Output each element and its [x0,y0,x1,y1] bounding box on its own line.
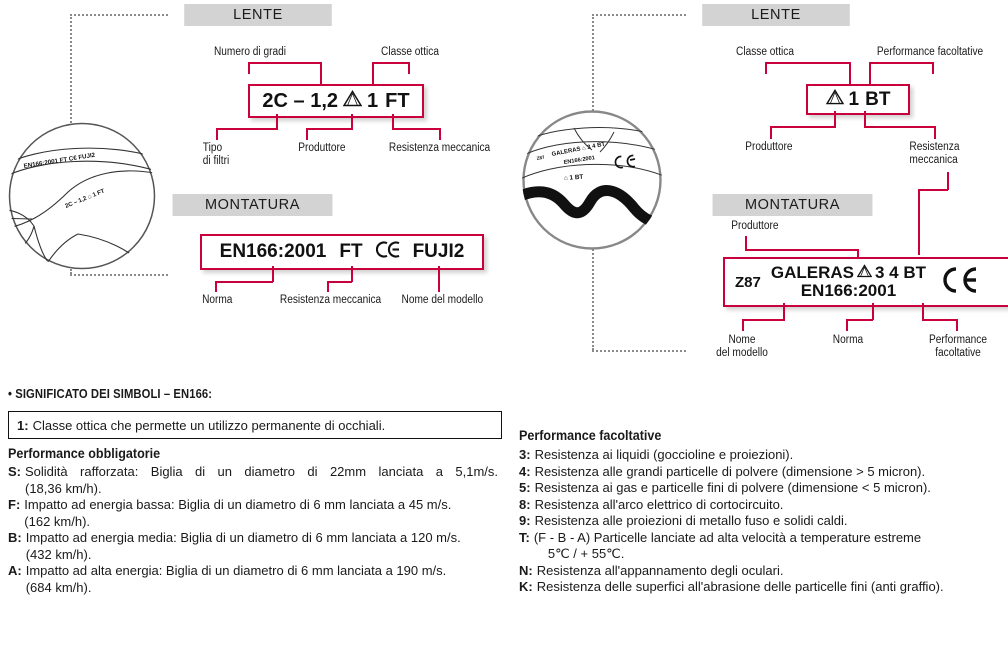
callout-label-2: di filtri [202,155,230,167]
item-text: Resistenza delle superfici all'abrasione delle particelle fini (anti graffio). [536,579,944,594]
right-lens-callout-classe-ottica [708,46,822,59]
connector-line [320,62,322,84]
list-item [519,530,1005,563]
left-lens-callout-numero-gradi [188,46,311,59]
manufacturer-triangle-icon [826,89,844,111]
callout-label: Tipo [202,142,223,154]
item-text: Resistenza ai gas e particelle fini di polvere (dimensione < 5 micron). [534,480,931,495]
connector-line [872,303,874,320]
left-frame-mech: FT [339,241,363,262]
list-item [519,497,1005,514]
callout-label: Nome [728,334,756,346]
item-key: A: [8,563,22,578]
callout-label: Norma [832,334,864,346]
connector-line [742,319,744,331]
callout-label: Classe ottica [736,46,794,58]
callout-label-2: facoltative [935,347,981,359]
legend-section-title: • SIGNIFICATO DEI SIMBOLI – EN166: [8,387,213,401]
list-item [8,563,498,596]
connector-line [372,62,374,84]
left-frame-marking-box [200,234,484,270]
item-key: B: [8,530,22,545]
connector-line [864,126,936,128]
left-lens-mech-resistance: FT [385,89,410,112]
manufacturer-triangle-icon [343,90,362,113]
connector-line [392,128,440,130]
item-text: (F - B - A) Particelle lanciate ad alta velocità a temperature estreme [533,529,922,545]
callout-label-2: del modello [716,347,768,359]
connector-line [770,126,772,139]
right-lens-marking-box [806,84,910,115]
right-frame-callout-norma [822,334,875,347]
connector-line [846,319,848,331]
item-text: Resistenza all'appannamento degli oculari. [536,562,784,578]
mandatory-performance-list [8,464,498,596]
right-lens-header [702,4,850,26]
dotted-guide-right-bottom [592,350,686,352]
optional-performance-title: Performance facoltative [519,428,662,443]
left-frame-header-label: MONTATURA [204,196,300,213]
connector-line [439,128,441,140]
list-item [8,530,498,563]
item-text: Impatto ad energia bassa: Biglia di un diametro di 6 mm lanciata a 45 m/s. [24,497,452,512]
connector-line [849,62,851,84]
item-text: Resistenza ai liquidi (goccioline e proiezioni). [534,447,794,462]
connector-line [947,172,949,190]
connector-line [438,266,440,292]
callout-label: Classe ottica [381,46,439,58]
svg-text:2C – 1,2 ⌂ 1 FT: 2C – 1,2 ⌂ 1 FT [64,188,106,210]
left-lens-callout-produttore [298,142,345,155]
list-item [519,563,1005,580]
callout-label: Resistenza meccanica [388,142,491,154]
optional-performance-list [519,447,1005,596]
item-text: Resistenza alle grandi particelle di polvere (dimensione > 5 micron). [534,463,926,479]
manufacturer-triangle-icon [857,264,872,282]
left-lens-marking-box [248,84,424,118]
right-goggle-illustration [522,110,662,250]
left-frame-norm: EN166:2001 [219,241,327,262]
connector-line [215,281,217,292]
callout-label: Produttore [298,142,346,154]
svg-text:GALERAS ⌂ 3 4 BT: GALERAS ⌂ 3 4 BT [551,141,606,158]
item-key: T: [519,529,530,545]
dotted-guide-right-top [592,14,686,16]
item-key: N: [519,562,533,578]
callout-label: Resistenza [909,141,960,153]
connector-line [956,319,958,331]
connector-line [745,236,747,250]
left-frame-callout-norma [202,294,232,307]
connector-line [327,281,352,283]
right-frame-callout-produttore [731,220,778,233]
right-frame-callout-modello [705,334,779,360]
item-key: S: [8,464,21,479]
item-key: 5: [519,480,531,495]
connector-line [248,62,250,74]
connector-line [745,249,858,251]
left-lens-callout-tipo-filtri [203,142,273,168]
mandatory-performance-title: Performance obbligatorie [8,446,161,461]
list-item [519,579,1005,596]
callout-label: Performance facoltative [876,46,984,58]
left-lens-optical-class: 1 [367,89,379,112]
right-frame-optional-perf: 3 4 BT [874,263,927,282]
dotted-guide-left-bottom [70,274,168,276]
connector-line [918,189,920,255]
left-lens-callout-resistenza [389,142,490,155]
ce-mark-icon [938,265,978,300]
left-frame-model: FUJI2 [412,241,465,262]
item-text: Solidità rafforzata: Biglia di un diametro di 22mm lanciata a 5,1m/s. [25,464,498,479]
list-item [519,464,1005,481]
item-key: K: [519,579,533,594]
left-frame-callout-modello [402,294,484,307]
item-key: 8: [519,496,531,512]
item-key: 3: [519,447,531,462]
item-key: 4: [519,463,531,479]
connector-line [934,126,936,139]
right-lens-header-label: LENTE [751,6,801,23]
callout-label: Nome del modello [401,294,484,306]
connector-line [215,281,273,283]
list-item [8,497,498,530]
right-lens-callout-resistenza [909,141,959,167]
item-text: Resistenza all'arco elettrico di cortocircuito. [534,496,784,512]
item-cont: 5℃ / + 55℃. [547,546,625,561]
connector-line [765,62,850,64]
ce-mark-icon [376,241,400,264]
svg-text:EN166:2001: EN166:2001 [563,155,596,166]
right-lens-callout-performance [864,46,996,59]
list-item [519,447,1005,464]
connector-line [742,319,785,321]
callout-label: Performance [929,334,987,346]
list-item [8,464,498,497]
connector-line [932,62,934,74]
item-key: 9: [519,513,531,528]
right-frame-norm: EN166:2001 [800,281,897,300]
connector-line [834,111,836,127]
callout-label: Norma [202,294,233,306]
item-text: Impatto ad alta energia: Biglia di un diametro di 6 mm lanciata a 190 m/s. [25,563,447,578]
optical-class-box [8,411,502,439]
callout-label: Produttore [731,220,779,232]
connector-line [351,266,353,282]
connector-line [783,303,785,320]
item-cont: (162 km/h). [24,513,91,529]
callout-label: Numero di gradi [213,46,286,58]
left-lens-callout-classe-ottica [353,46,467,59]
connector-line [846,319,873,321]
connector-line [869,62,871,84]
connector-line [864,111,866,127]
connector-line [770,126,836,128]
callout-label: Resistenza meccanica [279,294,382,306]
svg-text:Z87: Z87 [536,154,545,161]
left-lens-header-label: LENTE [233,6,283,23]
list-item [519,513,1005,530]
right-frame-z87: Z87 [735,273,761,291]
connector-line [372,62,410,64]
left-lens-marking-code: 2C – 1,2 [262,89,339,112]
right-frame-callout-performance [914,334,1002,360]
connector-line [922,319,957,321]
connector-line [216,128,218,140]
connector-line [272,266,274,282]
connector-line [248,62,321,64]
connector-line [306,128,352,130]
right-lens-callout-produttore [745,141,792,154]
right-lens-mech-resistance: BT [865,88,891,110]
svg-text:⌂ 1 BT: ⌂ 1 BT [563,173,584,182]
dotted-guide-left-top [70,14,168,16]
right-frame-header-label: MONTATURA [744,196,840,213]
optical-class-text: Classe ottica che permette un utilizzo permanente di occhiali. [32,417,386,433]
right-frame-marking-box [723,257,1008,307]
connector-line [918,189,948,191]
right-lens-optical-class: 1 [848,88,860,110]
item-cont: (684 km/h). [25,579,92,595]
connector-line [408,62,410,74]
left-lens-header [184,4,332,26]
connector-line [306,128,308,140]
left-frame-callout-resistenza [280,294,381,307]
svg-text:EN166:2001 FT C€ FUJI2: EN166:2001 FT C€ FUJI2 [23,151,96,170]
connector-line [765,62,767,74]
item-text: Resistenza alle proiezioni di metallo fuso e solidi caldi. [534,513,848,528]
right-frame-model-name: GALERAS [770,263,854,282]
connector-line [869,62,934,64]
item-cont: (432 km/h). [25,546,92,562]
callout-label: Produttore [745,141,793,153]
list-item [519,480,1005,497]
connector-line [327,281,329,292]
left-eyewear-illustration [8,122,156,270]
left-frame-header [173,194,333,216]
item-cont: (18,36 km/h). [25,480,102,496]
item-text: Impatto ad energia media: Biglia di un diametro di 6 mm lanciata a 120 m/s. [25,530,461,545]
right-frame-header [713,194,873,216]
optical-class-key: 1: [17,417,29,433]
connector-line [216,128,278,130]
connector-line [922,303,924,320]
callout-label-2: meccanica [909,154,958,166]
right-frame-name-line [771,264,926,282]
item-key: F: [8,497,21,512]
